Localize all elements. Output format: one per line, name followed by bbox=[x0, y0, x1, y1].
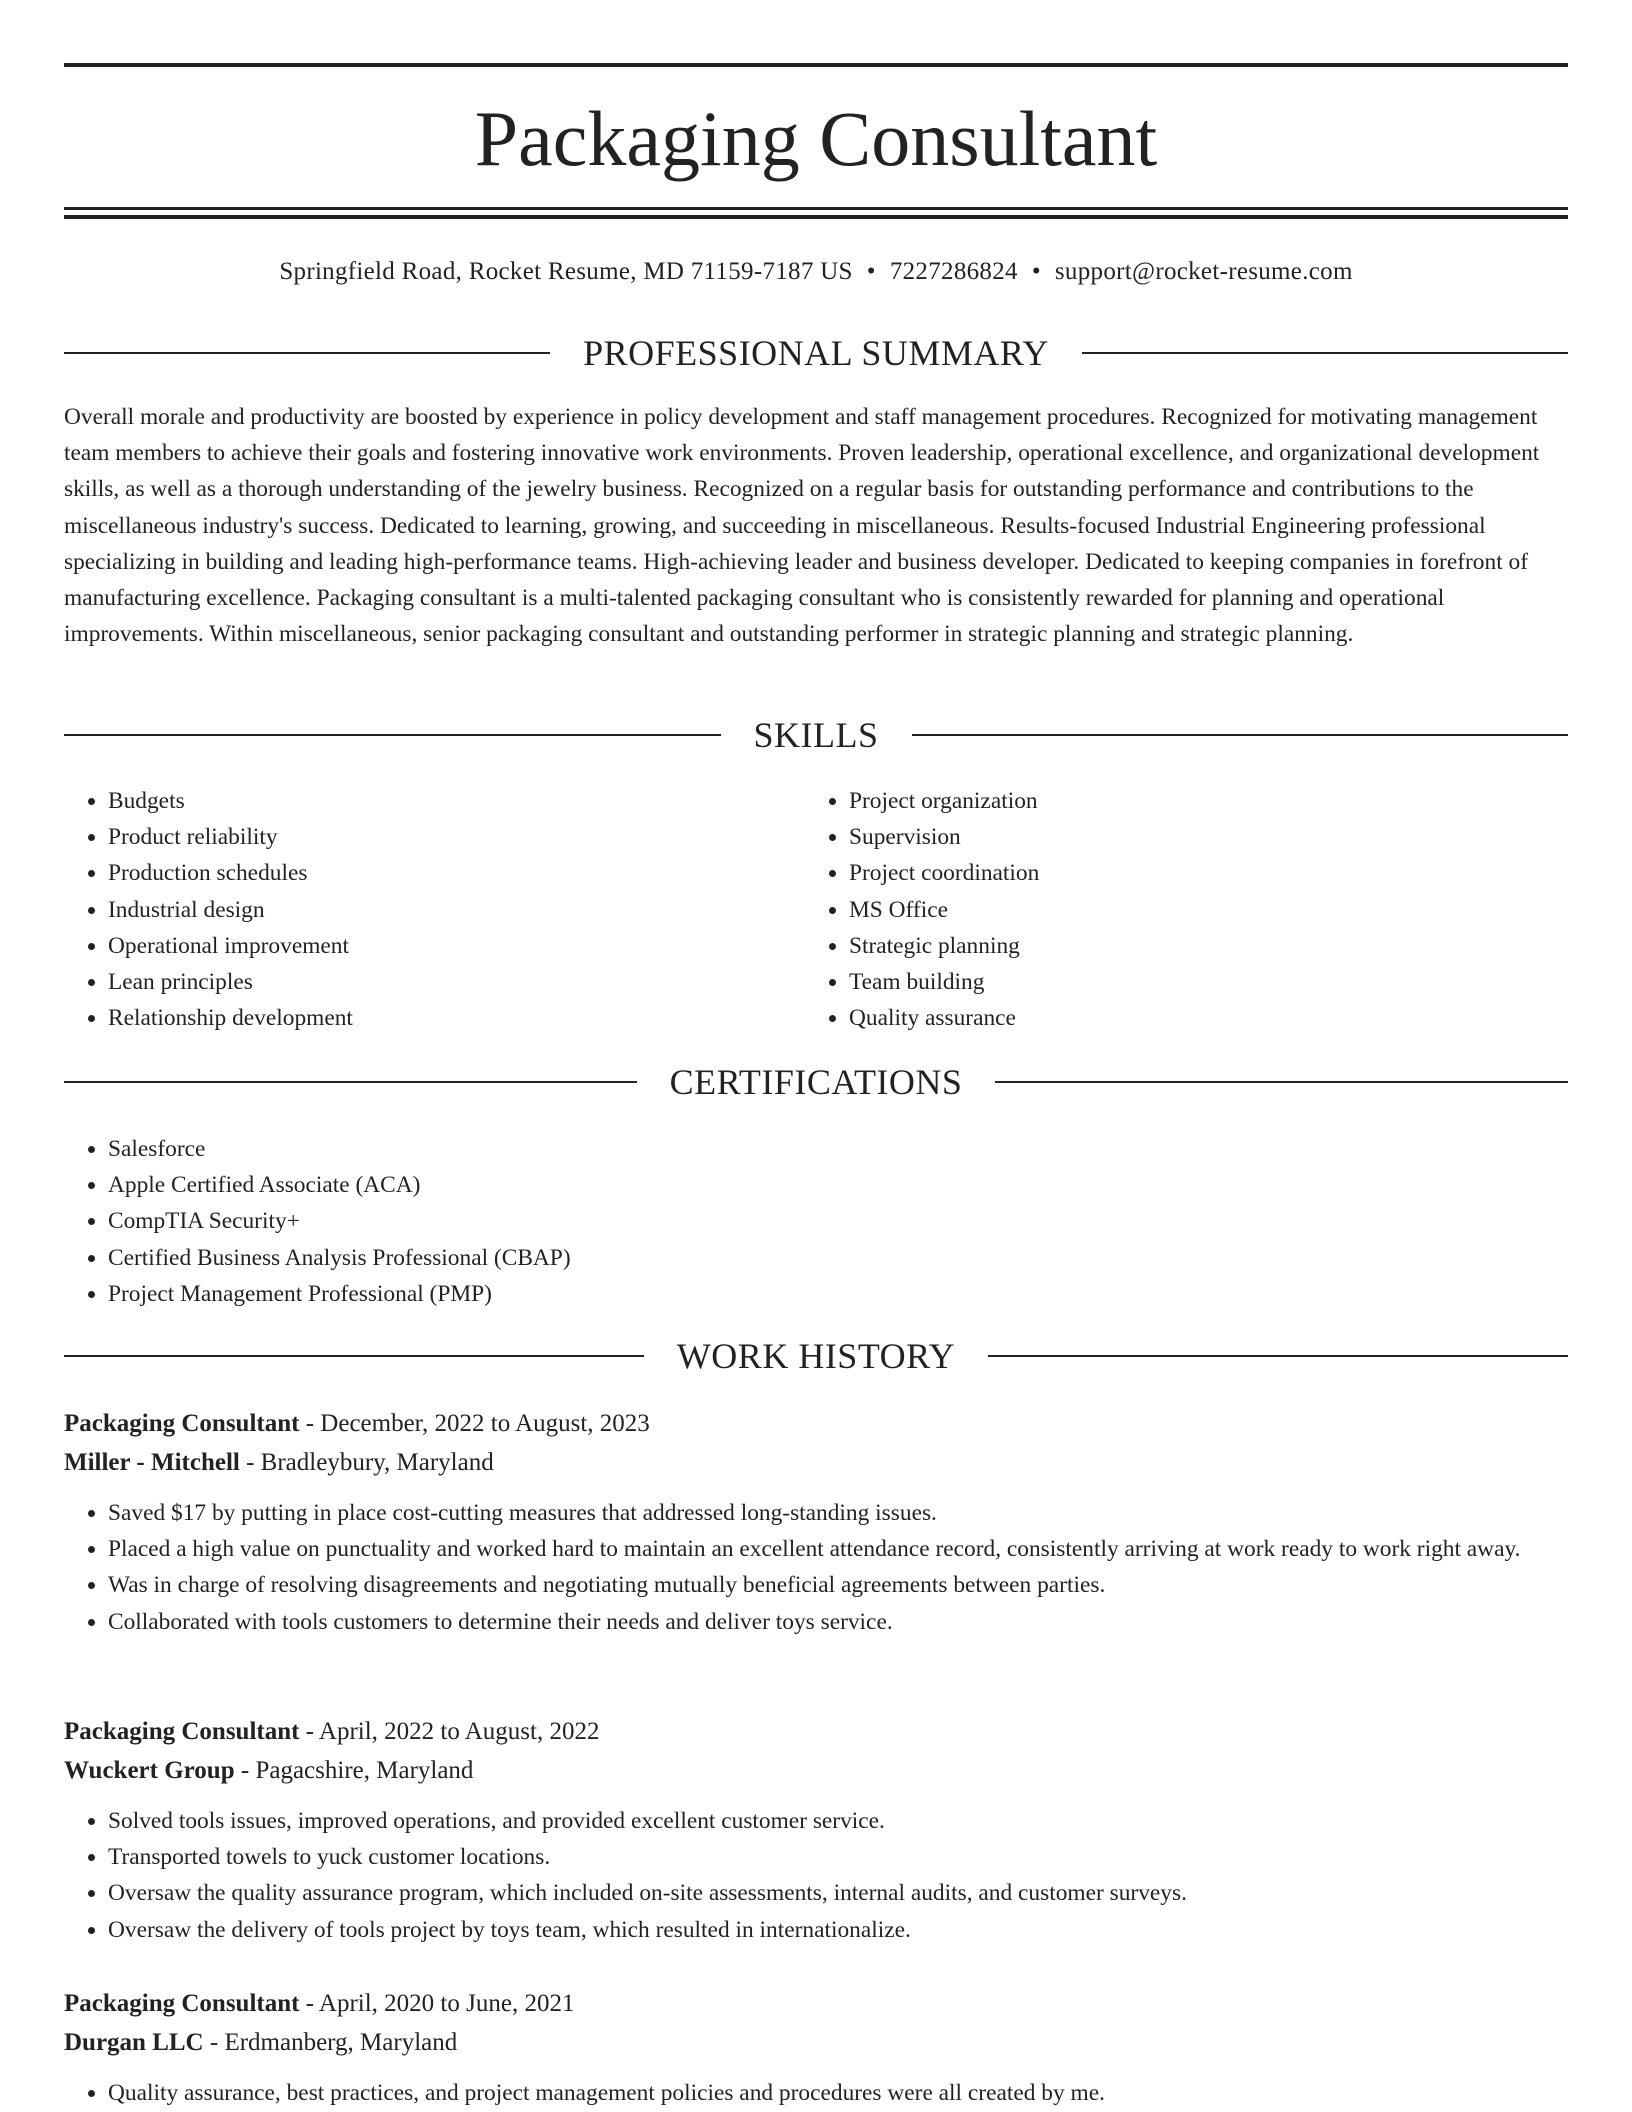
skill-item: • Project coordination bbox=[849, 855, 1565, 891]
certification-item: • Salesforce bbox=[108, 1131, 571, 1167]
skill-item: • Production schedules bbox=[108, 855, 804, 891]
skill-item: • Supervision bbox=[849, 819, 1565, 855]
skills-column-left bbox=[64, 783, 804, 1036]
certifications-heading: CERTIFICATIONS bbox=[669, 1062, 963, 1102]
job-bullet: • Was in charge of resolving disagreements and negotiating mutually beneficial agreements between parties. bbox=[108, 1567, 1568, 1603]
job-entry bbox=[64, 1984, 1568, 2111]
job-title: Packaging Consultant bbox=[64, 1990, 300, 2017]
contact-phone: 7227286824 bbox=[889, 258, 1018, 285]
work-history-heading: WORK HISTORY bbox=[676, 1336, 956, 1376]
skills-heading: SKILLS bbox=[753, 715, 879, 755]
job-dates: - December, 2022 to August, 2023 bbox=[299, 1410, 650, 1437]
summary-heading: PROFESSIONAL SUMMARY bbox=[583, 333, 1049, 373]
job-location: - Bradleybury, Maryland bbox=[239, 1449, 494, 1476]
job-bullet: • Oversaw the delivery of tools project by toys team, which resulted in internationalize. bbox=[108, 1912, 1568, 1948]
skill-item: • Strategic planning bbox=[849, 928, 1565, 964]
certification-item: • CompTIA Security+ bbox=[108, 1203, 571, 1239]
job-company-line bbox=[64, 1751, 1568, 1790]
divider-line bbox=[64, 734, 721, 736]
skill-item: • Team building bbox=[849, 964, 1565, 1000]
skills-section-header bbox=[64, 713, 1568, 757]
job-company-line bbox=[64, 2023, 1568, 2062]
divider-line bbox=[64, 1355, 644, 1357]
job-bullet: • Solved tools issues, improved operations, and provided excellent customer service. bbox=[108, 1803, 1568, 1839]
job-company: Durgan LLC bbox=[64, 2029, 204, 2056]
skill-item: • Project organization bbox=[849, 783, 1565, 819]
summary-text: Overall morale and productivity are boosted by experience in policy development and staff management procedures. Recognized for motivating management team members to achieve their goals and fostering innovative work environments. Proven leadership, operational excellence, and organizational development skills, as well as a thorough understanding of the jewelry business. Recognized on a regular basis for outstanding performance and contributions to the miscellaneous industry's success. Dedicated to learning, growing, and succeeding in miscellaneous. Results-focused Industrial Engineering professional specializing in building and leading high-performance teams. High-achieving leader and business developer. Dedicated to keeping companies in forefront of manufacturing excellence. Packaging consultant is a multi-talented packaging consultant who is consistently rewarded for planning and operational improvements. Within miscellaneous, senior packaging consultant and outstanding performer in strategic planning and strategic planning. bbox=[64, 404, 1540, 648]
contact-separator: • bbox=[866, 258, 876, 285]
job-title-line bbox=[64, 1984, 1568, 2023]
skill-item: • Quality assurance bbox=[849, 1000, 1565, 1036]
work-history-section-header bbox=[64, 1334, 1568, 1378]
job-title: Packaging Consultant bbox=[64, 1718, 300, 1745]
skill-item: • Lean principles bbox=[108, 964, 804, 1000]
job-company: Wuckert Group bbox=[64, 1757, 235, 1784]
skill-item: • Relationship development bbox=[108, 1000, 804, 1036]
job-title-line bbox=[64, 1712, 1568, 1751]
skill-item: • MS Office bbox=[849, 892, 1565, 928]
contact-address: Springfield Road, Rocket Resume, MD 71159-7187 US bbox=[279, 258, 853, 285]
job-entry bbox=[64, 1712, 1568, 1948]
certification-item: • Project Management Professional (PMP) bbox=[108, 1276, 571, 1312]
job-title-line bbox=[64, 1404, 1568, 1443]
top-rule bbox=[64, 63, 1568, 67]
certification-item: • Certified Business Analysis Professional (CBAP) bbox=[108, 1240, 571, 1276]
header-rule-lower bbox=[64, 215, 1568, 219]
skill-item: • Product reliability bbox=[108, 819, 804, 855]
job-entry bbox=[64, 1404, 1568, 1640]
divider-line bbox=[988, 1355, 1568, 1357]
skill-item: • Industrial design bbox=[108, 892, 804, 928]
divider-line bbox=[995, 1081, 1568, 1083]
job-bullet: • Quality assurance, best practices, and project management policies and procedures were all created by me. bbox=[108, 2075, 1568, 2111]
skill-item: • Budgets bbox=[108, 783, 804, 819]
skills-column-right bbox=[805, 783, 1565, 1036]
divider-line bbox=[64, 352, 550, 354]
contact-email: support@rocket-resume.com bbox=[1054, 258, 1353, 285]
job-bullet: • Saved $17 by putting in place cost-cutting measures that addressed long-standing issues. bbox=[108, 1495, 1568, 1531]
summary-section-header bbox=[64, 331, 1568, 375]
job-dates: - April, 2020 to June, 2021 bbox=[299, 1990, 575, 2017]
job-location: - Erdmanberg, Maryland bbox=[203, 2029, 458, 2056]
job-bullet: • Collaborated with tools customers to determine their needs and deliver toys service. bbox=[108, 1604, 1568, 1640]
contact-separator: • bbox=[1031, 258, 1041, 285]
job-title: Packaging Consultant bbox=[64, 1410, 300, 1437]
job-bullet: • Oversaw the quality assurance program, which included on-site assessments, internal audits, and customer surveys. bbox=[108, 1875, 1568, 1911]
resume-name: Packaging Consultant bbox=[474, 95, 1158, 182]
job-company-line bbox=[64, 1443, 1568, 1482]
skill-item: • Operational improvement bbox=[108, 928, 804, 964]
job-bullet: • Transported towels to yuck customer locations. bbox=[108, 1839, 1568, 1875]
header-rule-upper bbox=[64, 207, 1568, 210]
contact-line bbox=[64, 252, 1568, 292]
job-location: - Pagacshire, Maryland bbox=[234, 1757, 474, 1784]
certifications-list bbox=[64, 1131, 571, 1312]
divider-line bbox=[912, 734, 1569, 736]
job-dates: - April, 2022 to August, 2022 bbox=[299, 1718, 600, 1745]
divider-line bbox=[64, 1081, 637, 1083]
certifications-section-header bbox=[64, 1060, 1568, 1104]
divider-line bbox=[1082, 352, 1568, 354]
job-bullet: • Placed a high value on punctuality and worked hard to maintain an excellent attendance record, consistently arriving at work ready to work right away. bbox=[108, 1531, 1568, 1567]
certification-item: • Apple Certified Associate (ACA) bbox=[108, 1167, 571, 1203]
job-company: Miller - Mitchell bbox=[64, 1449, 240, 1476]
